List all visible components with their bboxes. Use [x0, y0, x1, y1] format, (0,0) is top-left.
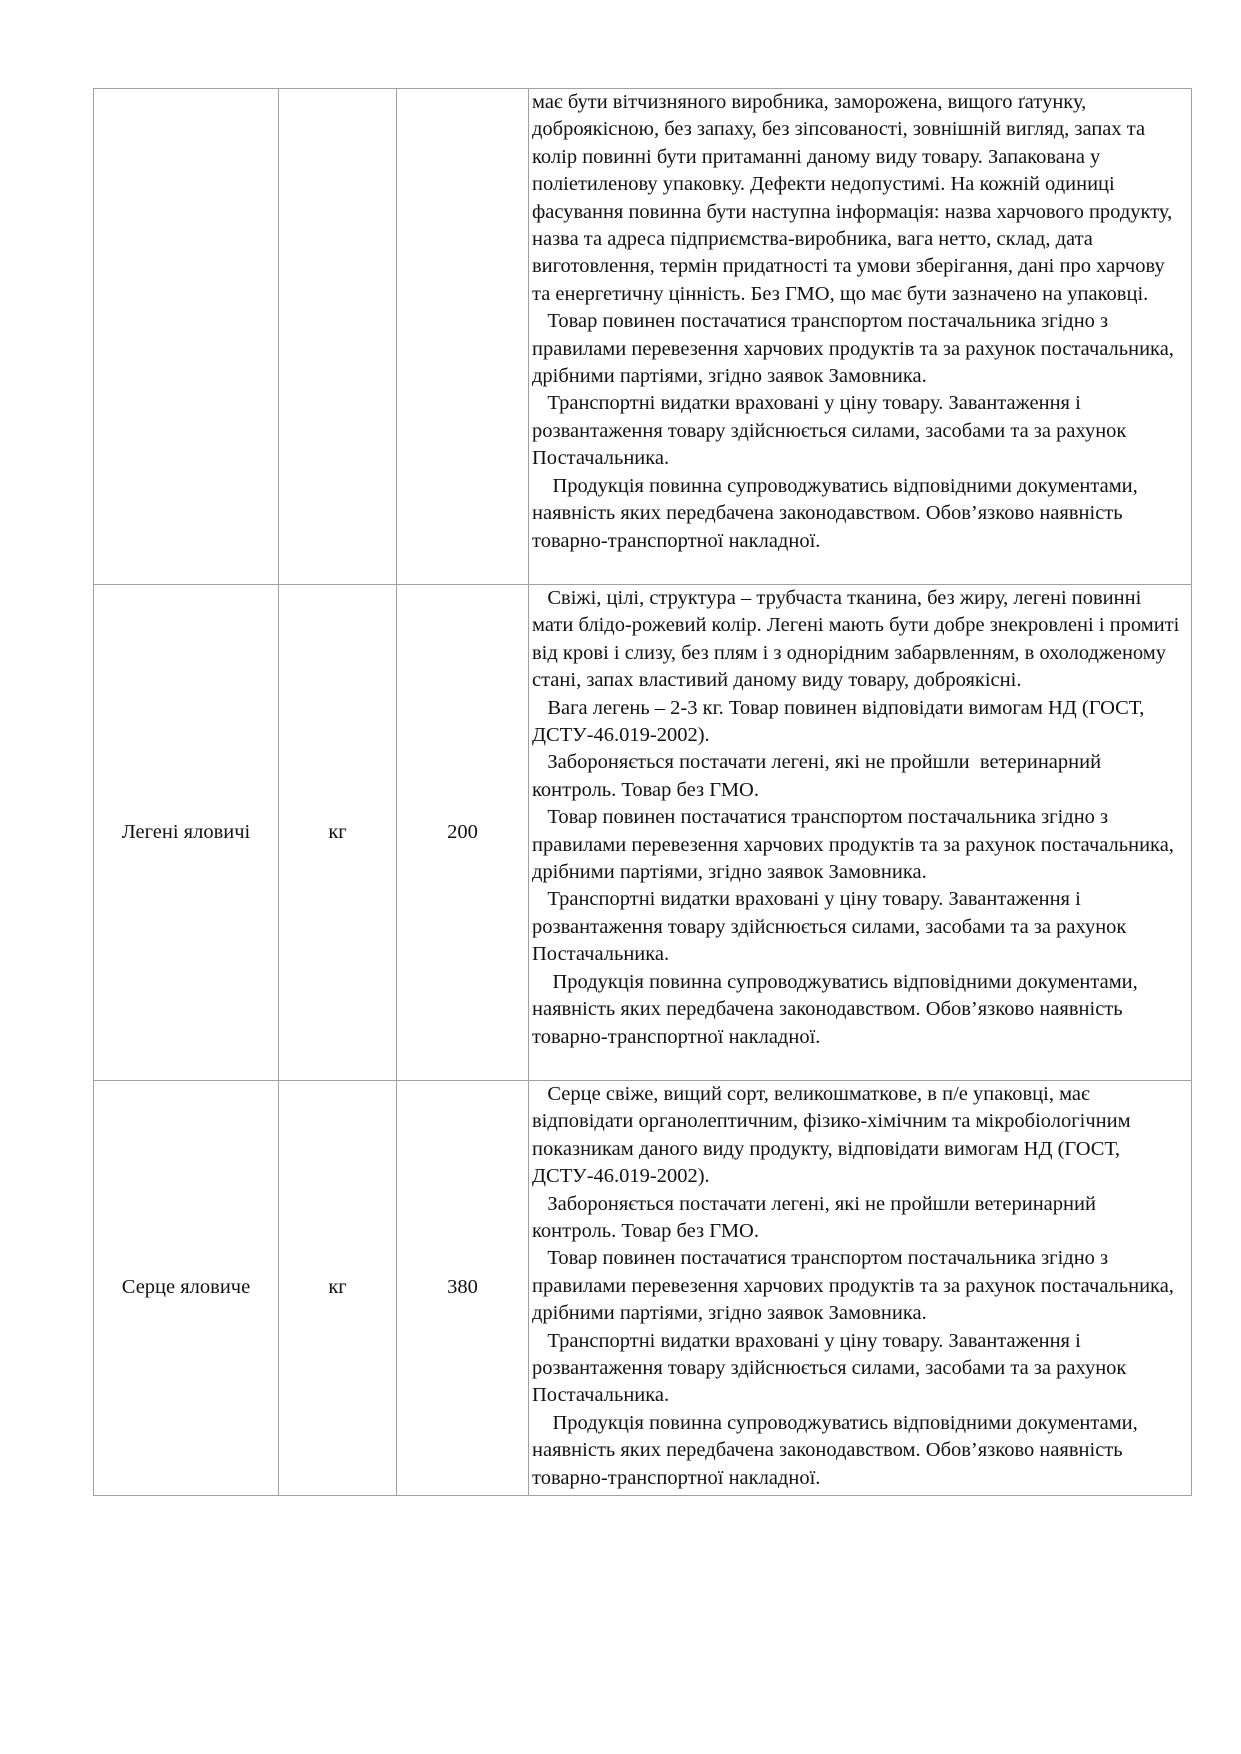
- requirements-paragraph: Забороняється постачати легені, які не пройшли ветеринарний контроль. Товар без ГМО.: [532, 1192, 1102, 1243]
- requirements-paragraph: Продукція повинна супроводжуватись відповідними документами, наявність яких передбачена законодавством. Обов’язково наявність товарно-транспортної накладної.: [532, 474, 1143, 552]
- table-row: [94, 89, 1192, 585]
- quantity-cell: [397, 89, 529, 585]
- requirements-paragraph: Продукція повинна супроводжуватись відповідними документами, наявність яких передбачена законодавством. Обов’язково наявність товарно-транспортної накладної.: [532, 1411, 1143, 1489]
- table-row: [94, 1081, 1192, 1496]
- product-name-cell: [94, 89, 279, 585]
- requirements-cell: [529, 89, 1192, 585]
- requirements-cell: [529, 585, 1192, 1081]
- requirements-paragraph: Вага легень – 2-3 кг. Товар повинен відповідати вимогам НД (ГОСТ, ДСТУ-46.019-2002).: [532, 696, 1150, 747]
- specification-table: [93, 88, 1192, 1496]
- requirements-cell: [529, 1081, 1192, 1496]
- product-name-cell: Легені яловичі: [94, 585, 279, 1081]
- quantity-cell: 380: [397, 1081, 529, 1496]
- requirements-paragraph: Забороняється постачати легені, які не пройшли ветеринарний контроль. Товар без ГМО.: [532, 751, 1107, 801]
- requirements-paragraph: Товар повинен постачатися транспортом постачальника згідно з правилами перевезення харчових продуктів та за рахунок постачальника, дрібними партіями, згідно заявок Замовника.: [532, 310, 1180, 388]
- requirements-paragraph: Транспортні видатки враховані у ціну товару. Завантаження і розвантаження товару здійснюється силами, засобами та за рахунок Постачальника.: [532, 1329, 1132, 1407]
- unit-cell: кг: [279, 585, 397, 1081]
- requirements-paragraph: Серце свіже, вищий сорт, великошматкове, в п/е упаковці, має відповідати органолептичним, фізико-хімічним та мікробіологічним показникам даного виду продукту, відповідати вимогам НД (ГОСТ, ДСТУ-46.019-2002).: [532, 1083, 1136, 1188]
- requirements-paragraph: Транспортні видатки враховані у ціну товару. Завантаження і розвантаження товару здійснюється силами, засобами та за рахунок Постачальника.: [532, 392, 1132, 470]
- requirements-paragraph: має бути вітчизняного виробника, заморожена, вищого ґатунку, доброякісною, без запаху, без зіпсованості, зовнішній вигляд, запах та колір повинні бути притаманні даному виду товару. Запакована у поліетиленову упаковку. Дефекти недопустимі. На кожній одиниці фасування повинна бути наступна інформація: назва харчового продукту, назва та адреса підприємства-виробника, вага нетто, склад, дата виготовлення, термін придатності та умови зберігання, дані про харчову та енергетичну цінність. Без ГМО, що має бути зазначено на упаковці.: [532, 91, 1178, 305]
- requirements-paragraph: Свіжі, цілі, структура – трубчаста тканина, без жиру, легені повинні мати блідо-рожевий колір. Легені мають бути добре знекровлені і промиті від крові і слизу, без плям і з однорідним забарвленням, в охолодженому стані, запах властивий даному виду товару, доброякісні.: [532, 587, 1185, 692]
- requirements-paragraph: Товар повинен постачатися транспортом постачальника згідно з правилами перевезення харчових продуктів та за рахунок постачальника, дрібними партіями, згідно заявок Замовника.: [532, 806, 1180, 884]
- requirements-paragraph: Товар повинен постачатися транспортом постачальника згідно з правилами перевезення харчових продуктів та за рахунок постачальника, дрібними партіями, згідно заявок Замовника.: [532, 1247, 1180, 1325]
- requirements-paragraph: Продукція повинна супроводжуватись відповідними документами, наявність яких передбачена законодавством. Обов’язково наявність товарно-транспортної накладної.: [532, 970, 1143, 1048]
- requirements-paragraph: Транспортні видатки враховані у ціну товару. Завантаження і розвантаження товару здійснюється силами, засобами та за рахунок Постачальника.: [532, 888, 1132, 966]
- table-row: [94, 585, 1192, 1081]
- unit-cell: кг: [279, 1081, 397, 1496]
- product-name-cell: Серце яловиче: [94, 1081, 279, 1496]
- quantity-cell: 200: [397, 585, 529, 1081]
- unit-cell: [279, 89, 397, 585]
